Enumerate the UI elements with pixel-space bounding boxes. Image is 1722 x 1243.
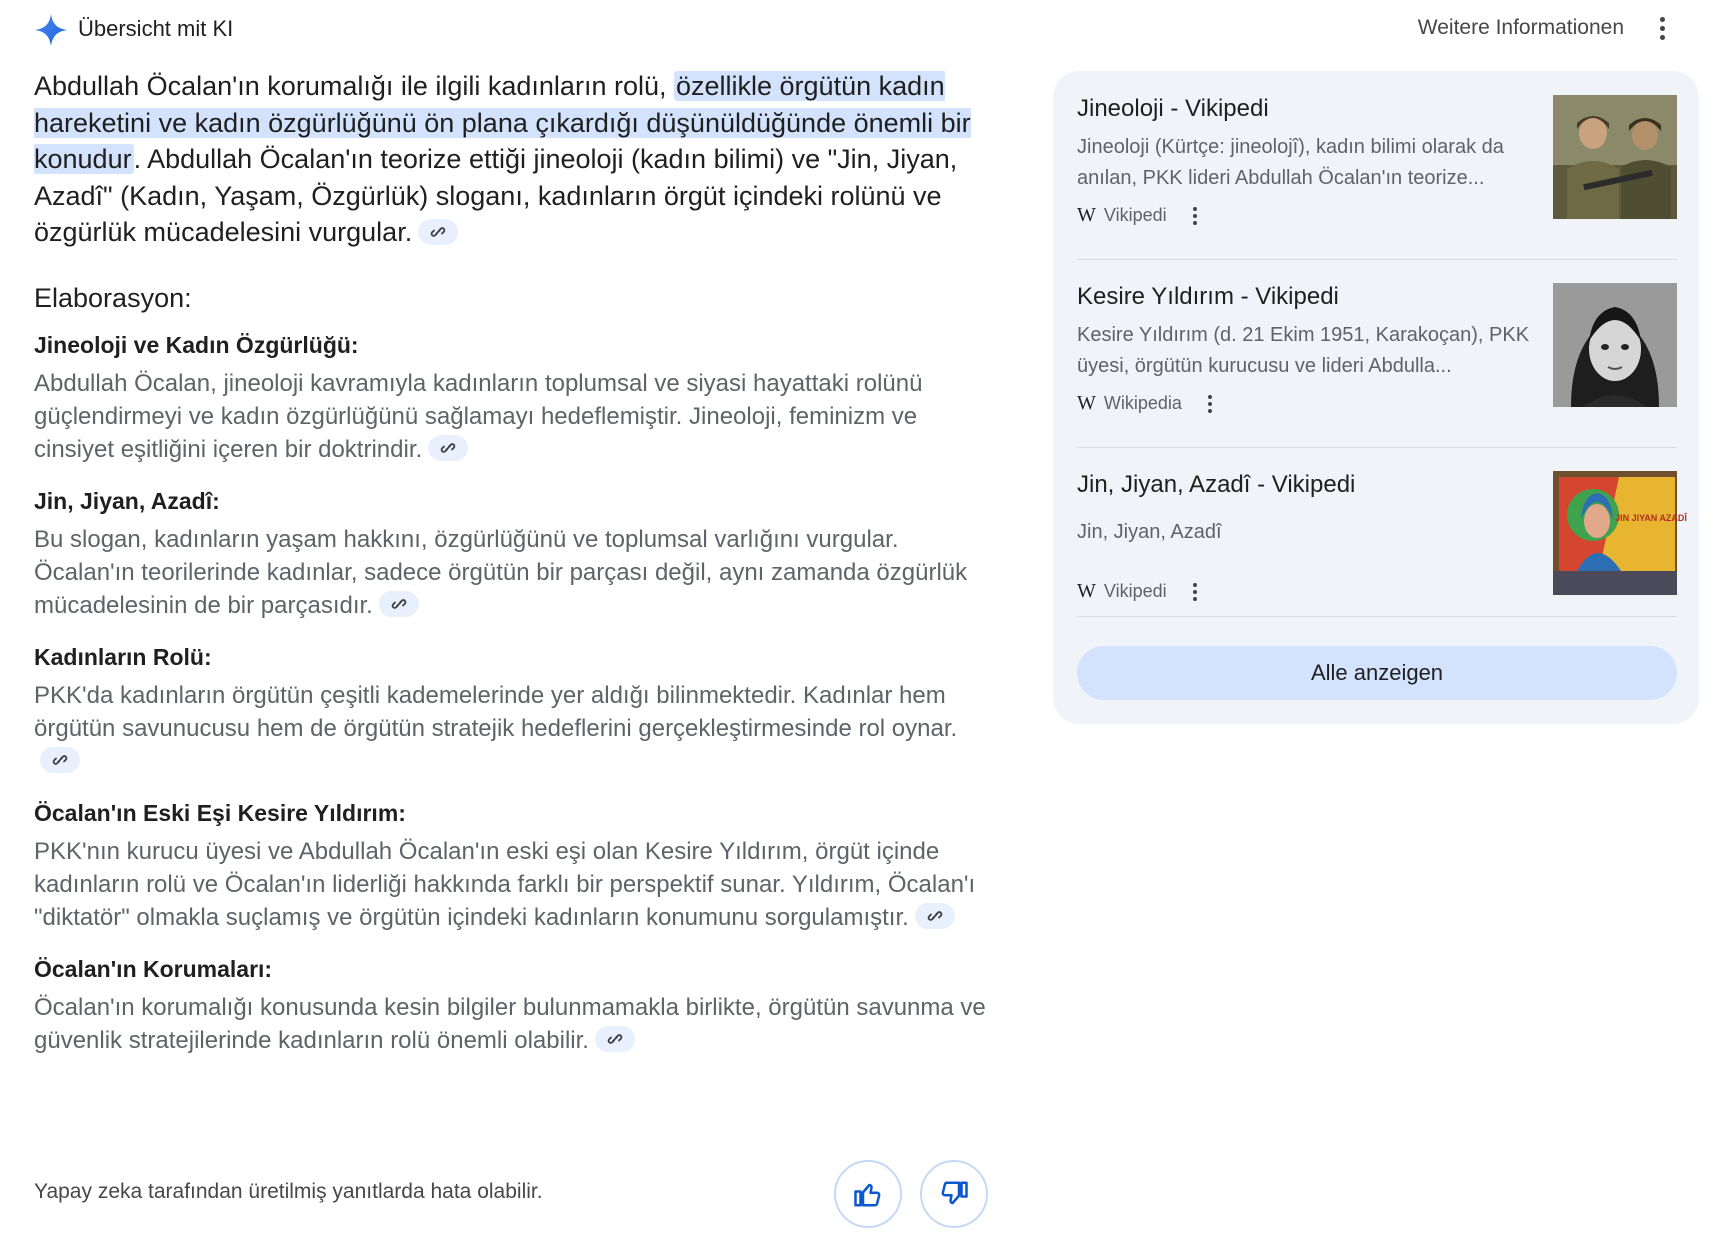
ai-overview-header <box>0 0 1722 56</box>
link-icon <box>430 224 446 240</box>
source-snippet: Jin, Jiyan, Azadî <box>1077 521 1222 543</box>
source-link-chip[interactable] <box>418 219 458 245</box>
wikipedia-icon: W <box>1077 580 1096 602</box>
link-icon <box>440 440 456 456</box>
source-meta <box>1077 204 1197 227</box>
source-card-kesire[interactable] <box>1077 259 1677 429</box>
section-text: Öcalan'ın korumalığı konusunda kesin bilgiler bulunmamakla birlikte, örgütün savunma ve güvenlik stratejilerinde kadınların rolü önemli olabilir. <box>34 993 986 1054</box>
section-heading: Kadınların Rolü: <box>34 643 212 670</box>
source-site: Wikipedia <box>1103 393 1182 413</box>
source-meta <box>1077 392 1212 415</box>
source-snippet: Kesire Yıldırım (d. 21 Ekim 1951, Karakoçan), PKK üyesi, örgütün kurucusu ve lideri Abdulla... <box>1077 324 1530 377</box>
source-link-chip[interactable] <box>428 435 468 461</box>
section-text: PKK'da kadınların örgütün çeşitli kademelerinde yer aldığı bilinmektedir. Kadınlar hem örgütün savunucusu hem de örgütün stratejik hedeflerini gerçekleştirmesinde rol oynar. <box>34 681 958 742</box>
more-vert-icon[interactable] <box>1193 583 1197 601</box>
thumbs-down-icon <box>939 1179 969 1209</box>
more-vert-icon[interactable] <box>1193 207 1197 225</box>
section-body <box>34 367 994 466</box>
source-snippet: Jineoloji (Kürtçe: jineolojî), kadın bilimi olarak da anılan, PKK lideri Abdullah Öcalan'ın teorize... <box>1077 136 1504 189</box>
portrait-photo[interactable] <box>1553 283 1677 407</box>
more-vert-icon[interactable] <box>1208 395 1212 413</box>
link-icon <box>391 596 407 612</box>
thumbs-up-icon <box>853 1179 883 1209</box>
more-info-link[interactable]: Weitere Informationen <box>1417 16 1624 39</box>
source-title[interactable]: Jin, Jiyan, Azadî - Vikipedi <box>1077 471 1356 498</box>
section <box>34 800 994 934</box>
source-link-chip[interactable] <box>595 1026 635 1052</box>
source-title[interactable]: Jineoloji - Vikipedi <box>1077 95 1269 122</box>
intro-text-continued: . Abdullah Öcalan'ın teorize ettiği jineoloji (kadın bilimi) ve "Jin, Jiyan, Azadî" (Kadın, Yaşam, Özgürlük) sloganı, kadınların örgüt içindeki rolünü ve özgürlük mücadelesini vurgular. <box>34 144 958 247</box>
mural-text: JIN JIYAN AZADÎ <box>1615 513 1687 523</box>
intro-paragraph <box>34 68 994 251</box>
fighters-photo[interactable] <box>1553 95 1677 219</box>
source-link-chip[interactable] <box>379 591 419 617</box>
mural-photo[interactable] <box>1553 471 1687 595</box>
section-text: Abdullah Öcalan, jineoloji kavramıyla kadınların toplumsal ve siyasi hayattaki rolünü güçlendirmeyi ve kadın özgürlüğünü sağlamayı hedeflemiştir. Jineoloji, feminizm ve cinsiyet eşitliğini içeren bir doktrindir. <box>34 369 923 463</box>
overview-body <box>34 68 994 1057</box>
section-text: PKK'nın kurucu üyesi ve Abdullah Öcalan'ın eski eşi olan Kesire Yıldırım, örgüt içinde kadınların rolü ve Öcalan'ın liderliği hakkında farklı bir perspektif sunar. Yıldırım, Öcalan'ı "diktatör" olmakla suçlamış ve örgütün içindeki kadınların konumunu sorgulamıştır. <box>34 837 976 931</box>
section-heading: Öcalan'ın Korumaları: <box>34 955 273 982</box>
section-body <box>34 679 994 778</box>
section <box>34 644 994 778</box>
section-heading: Öcalan'ın Eski Eşi Kesire Yıldırım: <box>34 799 406 826</box>
section <box>34 956 994 1057</box>
disclaimer-text: Yapay zeka tarafından üretilmiş yanıtlarda hata olabilir. <box>34 1180 543 1203</box>
link-icon <box>52 752 68 768</box>
source-title[interactable]: Kesire Yıldırım - Vikipedi <box>1077 283 1339 310</box>
thumbs-down-button[interactable] <box>920 1160 988 1228</box>
wikipedia-icon: W <box>1077 392 1096 414</box>
source-link-chip[interactable] <box>40 747 80 773</box>
divider <box>1077 616 1677 617</box>
section-body <box>34 523 994 622</box>
source-site: Vikipedi <box>1103 205 1167 225</box>
section <box>34 332 994 466</box>
overview-title: Übersicht mit KI <box>78 16 234 41</box>
source-meta <box>1077 580 1197 603</box>
highlighted-text: özellikle örgütün kadın hareketini ve kadın özgürlüğünü ön plana çıkardığı düşünüldüğünde önemli bir konudur <box>34 71 971 174</box>
section-text: Bu slogan, kadınların yaşam hakkını, özgürlüğünü ve toplumsal varlığını vurgular. Öcalan'ın teorilerinde kadınlar, sadece örgütün bir parçası değil, aynı zamanda özgürlük mücadelesinin de bir parçasıdır. <box>34 525 968 619</box>
section-body <box>34 835 994 934</box>
elaboration-heading: Elaborasyon: <box>34 282 192 313</box>
show-all-button[interactable]: Alle anzeigen <box>1077 646 1677 700</box>
source-card-jineoloji[interactable] <box>1077 71 1677 241</box>
link-icon <box>607 1031 623 1047</box>
source-site: Vikipedi <box>1103 581 1167 601</box>
section <box>34 488 994 622</box>
sources-panel <box>1053 71 1699 724</box>
spark-icon <box>33 12 69 48</box>
intro-text: Abdullah Öcalan'ın korumalığı ile ilgili kadınların rolü, <box>34 71 674 101</box>
wikipedia-icon: W <box>1077 204 1096 226</box>
source-link-chip[interactable] <box>915 903 955 929</box>
section-body <box>34 991 994 1057</box>
section-heading: Jineoloji ve Kadın Özgürlüğü: <box>34 331 359 358</box>
link-icon <box>927 908 943 924</box>
source-card-jin-jiyan[interactable] <box>1077 447 1687 617</box>
more-vert-icon[interactable] <box>1650 12 1674 44</box>
thumbs-up-button[interactable] <box>834 1160 902 1228</box>
section-heading: Jin, Jiyan, Azadî: <box>34 487 220 514</box>
